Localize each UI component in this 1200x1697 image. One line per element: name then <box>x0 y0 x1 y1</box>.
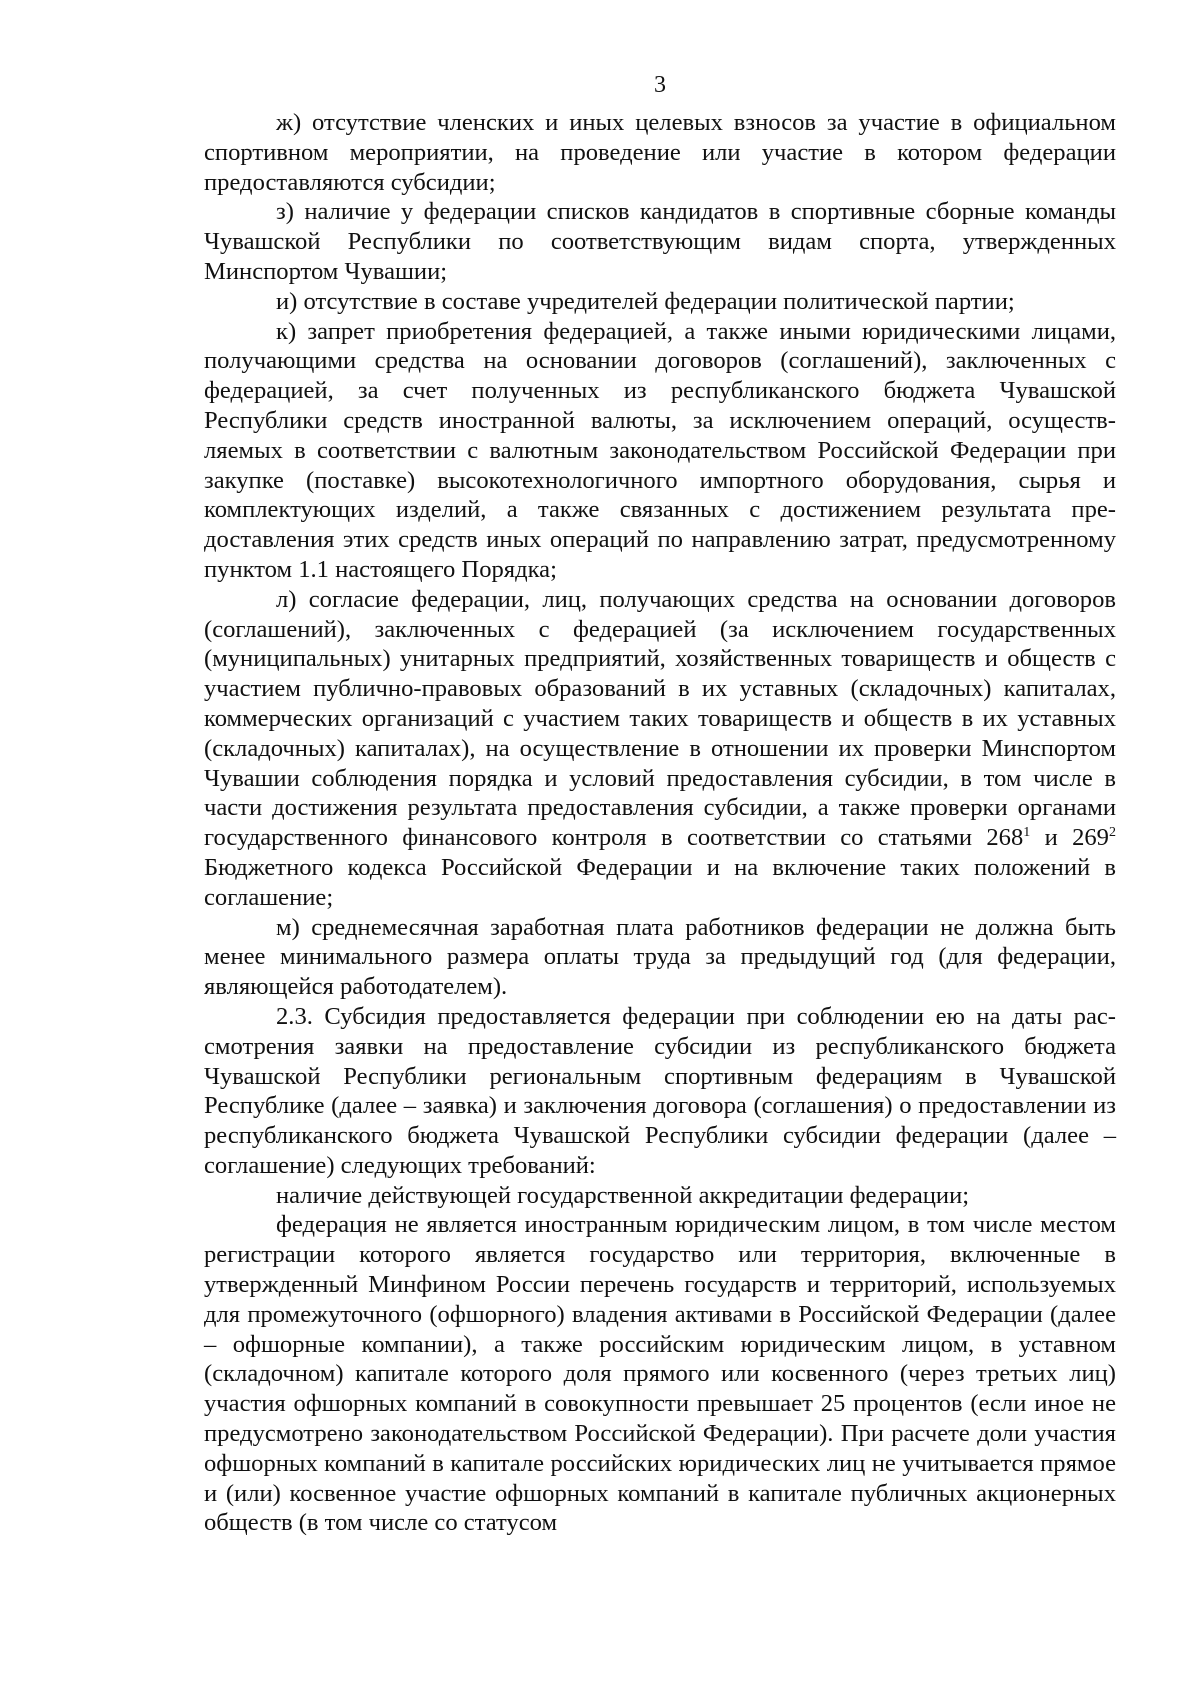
paragraph-l-text-middle: и 269 <box>1030 824 1109 852</box>
paragraph-l-text-after: Бюджетного кодекса Российской Федерации и на включение таких положений в соглашение; <box>204 853 1116 911</box>
paragraph-zh: ж) отсутствие членских и иных целевых взносов за участие в официальном спортивном мероприятии, на проведение или участие в котором федерации предоставляются субсидии; <box>204 109 1116 196</box>
paragraph-accreditation: наличие действующей государственной аккредитации федерации; <box>276 1181 970 1209</box>
superscript-article-269: 2 <box>1108 824 1116 840</box>
page-number: 3 <box>654 72 666 98</box>
paragraph-l-text-before: л) согласие федерации, лиц, получающих средства на основании договоров (соглашений), заключенных с федерацией (за исключением государственных (муниципальных) унитарных предприятий, хозяйственных товариществ и обществ с участием публично-правовых образований в их уставных (складочных) капиталах, коммерческих организаций с участием таких товариществ и обществ в их уставных (складочных) капиталах), на осуществление в отношении их проверки Минспортом Чувашии соблюдения порядка и условий предоставления субсидии, в том числе в части достижения результата предоставления субсидии, а также проверки органами государственного финансового контроля в соответствии со статьями 268 <box>204 585 1116 852</box>
paragraph-i: и) отсутствие в составе учредителей федерации политической партии; <box>276 287 1015 315</box>
paragraph-2-3: 2.3. Субсидия предоставляется федерации при соблюдении ею на даты рассмотрения заявки на предоставление субсидии из республиканского бюджета Чувашской Республики региональным спортивным федерациям в Чувашской Республике (далее – заявка) и заключения договора (соглашения) о предоставлении из республиканского бюджета Чувашской Республики субсидии федерации (далее – соглашение) следующих требований: <box>204 1002 1116 1179</box>
document-body <box>204 108 1116 1538</box>
paragraph-z: з) наличие у федерации списков кандидатов в спортивные сборные команды Чувашской Республики по соответствующим видам спорта, утвержденных Минспортом Чувашии; <box>204 198 1116 285</box>
paragraph-k: к) запрет приобретения федерацией, а также иными юридическими лицами, получающими средства на основании договоров (соглашений), заключенных с федерацией, за счет полученных из республиканского бюджета Чувашской Республики средств иностранной валюты, за исключением операций, осуществляемых в соответствии с валютным законодательством Российской Федерации при закупке (поставке) высокотехнологичного импортного оборудования, сырья и комплектующих изделий, а также связанных с достижением результата предоставления этих средств иных операций по направлению затрат, предусмотренному пунктом 1.1 настоящего Порядка; <box>204 317 1116 583</box>
paragraph-offshore: федерация не является иностранным юридическим лицом, в том числе местом регистрации которого является государство или территория, включенные в утвержденный Минфином России перечень государств и территорий, используемых для промежуточного (офшорного) владения активами в Российской Федерации (далее – офшорные компании), а также российским юридическим лицом, в уставном (складочном) капитале которого доля прямого или косвенного (через третьих лиц) участия офшорных компаний в совокупности превышает 25 процентов (если иное не предусмотрено законодательством Российской Федерации). При расчете доли участия офшорных компаний в капитале российских юридических лиц не учитывается прямое и (или) косвенное участие офшорных компаний в капитале публичных акционерных обществ (в том числе со статусом <box>204 1211 1116 1537</box>
paragraph-l <box>204 585 1116 913</box>
paragraph-m: м) среднемесячная заработная плата работников федерации не должна быть менее минимального размера оплаты труда за предыдущий год (для федерации, являющейся работодателем). <box>204 913 1116 1001</box>
superscript-article-268: 1 <box>1023 824 1031 840</box>
